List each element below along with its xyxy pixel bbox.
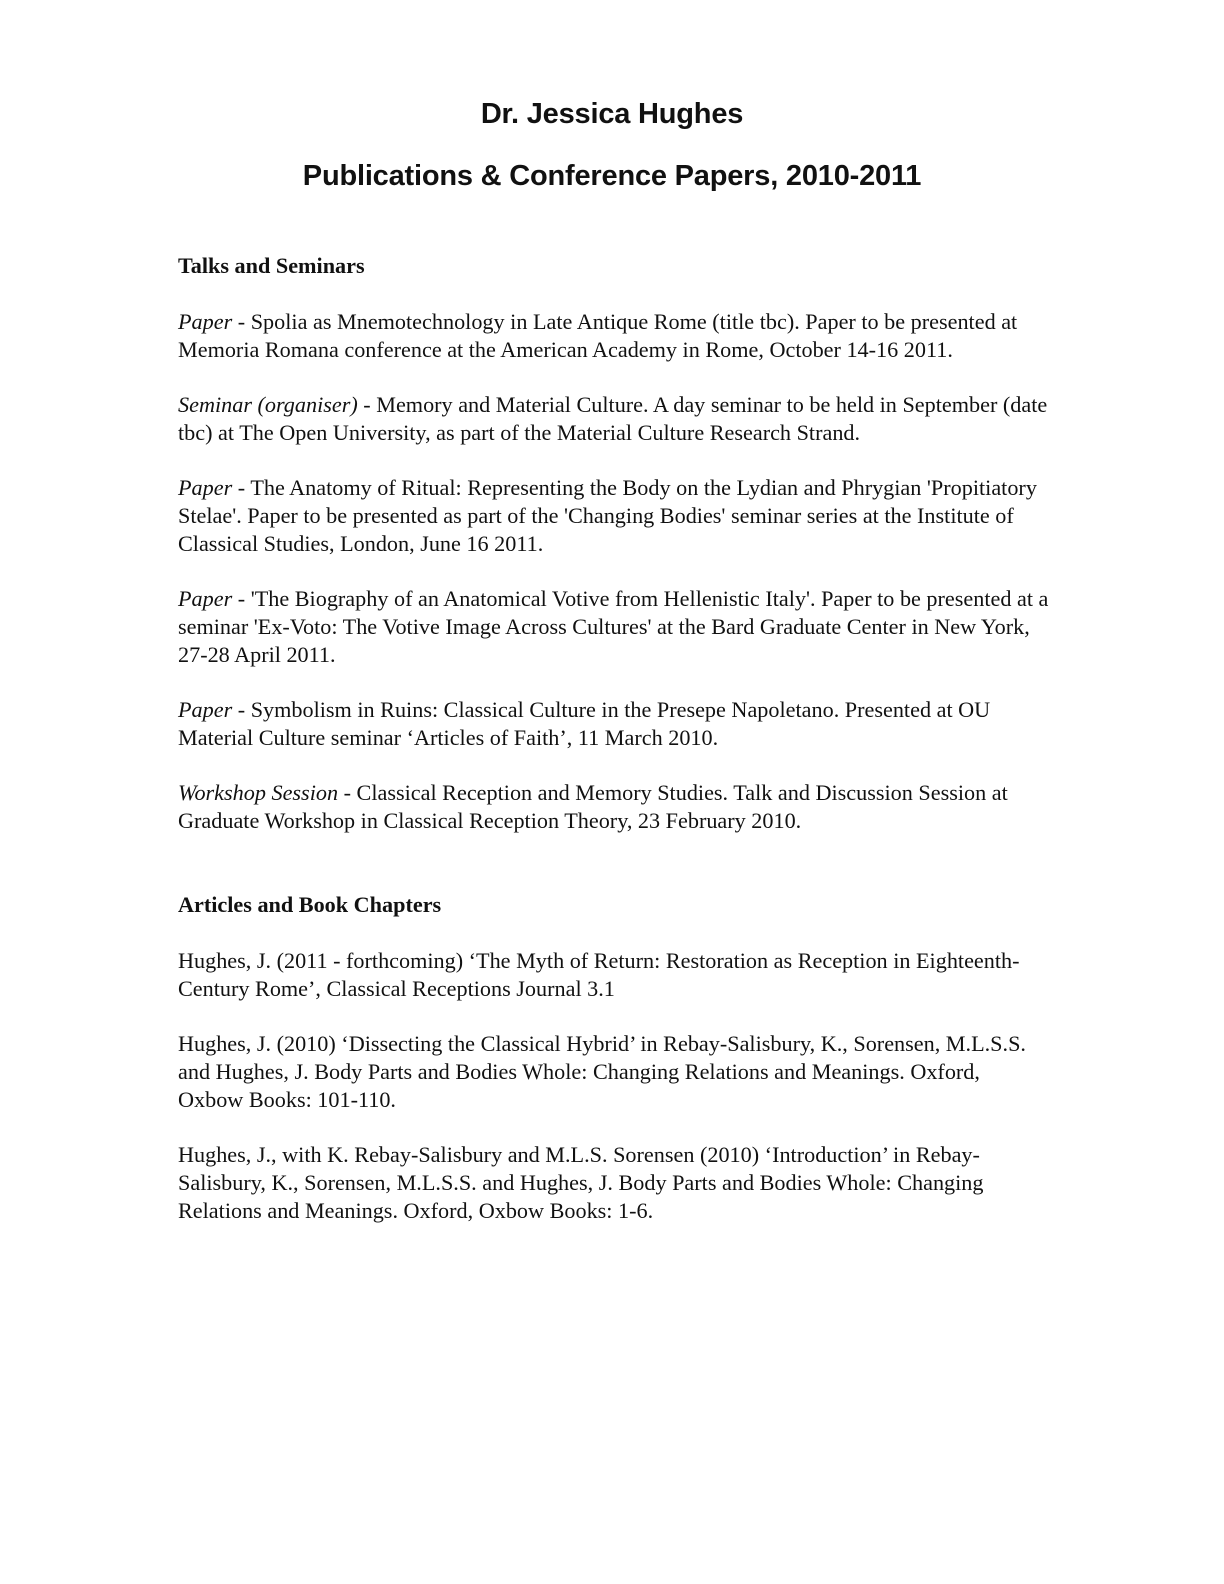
talk-description: - The Anatomy of Ritual: Representing the Body on the Lydian and Phrygian 'Propitiatory Stelae'. Paper to be presented as part of the 'Changing Bodies' seminar series at the Institute of Classical Studies, London, June 16 2011. [178,475,1037,556]
talk-type: Paper [178,475,233,500]
spacer [178,919,1050,947]
talk-type: Seminar (organiser) [178,392,358,417]
spacer [178,280,1050,308]
article-entry: Hughes, J. (2011 - forthcoming) ‘The Myth of Return: Restoration as Reception in Eighteenth-Century Rome’, Classical Receptions Journal 3.1 [178,948,1020,1001]
spacer [178,835,1050,891]
spacer [178,447,1050,474]
talks-heading: Talks and Seminars [178,253,365,278]
talk-entry [178,585,1050,669]
spacer [178,752,1050,779]
author-name: Dr. Jessica Hughes [480,98,744,130]
document-body [178,252,1050,1225]
talk-entry [178,391,1050,447]
talk-entry [178,696,1050,752]
article-entry: Hughes, J. (2010) ‘Dissecting the Classical Hybrid’ in Rebay-Salisbury, K., Sorensen, M.L.S.S. and Hughes, J. Body Parts and Bodies Whole: Changing Relations and Meanings. Oxford, Oxbow Books: 101-110. [178,1031,1026,1112]
spacer [178,669,1050,696]
talk-entry [178,474,1050,558]
talk-type: Paper [178,309,233,334]
spacer [178,1003,1050,1030]
article-entry: Hughes, J., with K. Rebay-Salisbury and M.L.S. Sorensen (2010) ‘Introduction’ in Rebay-Salisbury, K., Sorensen, M.L.S.S. and Hughes, J. Body Parts and Bodies Whole: Changing Relations and Meanings. Oxford, Oxbow Books: 1-6. [178,1142,984,1223]
talk-type: Workshop Session [178,780,339,805]
spacer [178,364,1050,391]
talk-entry [178,779,1050,835]
spacer [178,558,1050,585]
talk-description: - Symbolism in Ruins: Classical Culture in the Presepe Napoletano. Presented at OU Material Culture seminar ‘Articles of Faith’, 11 March 2010. [178,697,991,750]
articles-heading: Articles and Book Chapters [178,892,442,917]
talk-description: - 'The Biography of an Anatomical Votive from Hellenistic Italy'. Paper to be presented at a seminar 'Ex-Voto: The Votive Image Across Cultures' at the Bard Graduate Center in New York, 27-28 April 2011. [178,586,1049,667]
talk-description: - Classical Reception and Memory Studies. Talk and Discussion Session at Graduate Workshop in Classical Reception Theory, 23 February 2010. [178,780,1008,833]
document-title: Publications & Conference Papers, 2010-2011 [302,160,922,192]
talk-type: Paper [178,586,233,611]
talk-entry [178,308,1050,364]
talk-description: - Memory and Material Culture. A day seminar to be held in September (date tbc) at The Open University, as part of the Material Culture Research Strand. [178,392,1048,445]
talk-type: Paper [178,697,233,722]
spacer [178,1114,1050,1141]
talk-description: - Spolia as Mnemotechnology in Late Antique Rome (title tbc). Paper to be presented at Memoria Romana conference at the American Academy in Rome, October 14-16 2011. [178,309,1018,362]
